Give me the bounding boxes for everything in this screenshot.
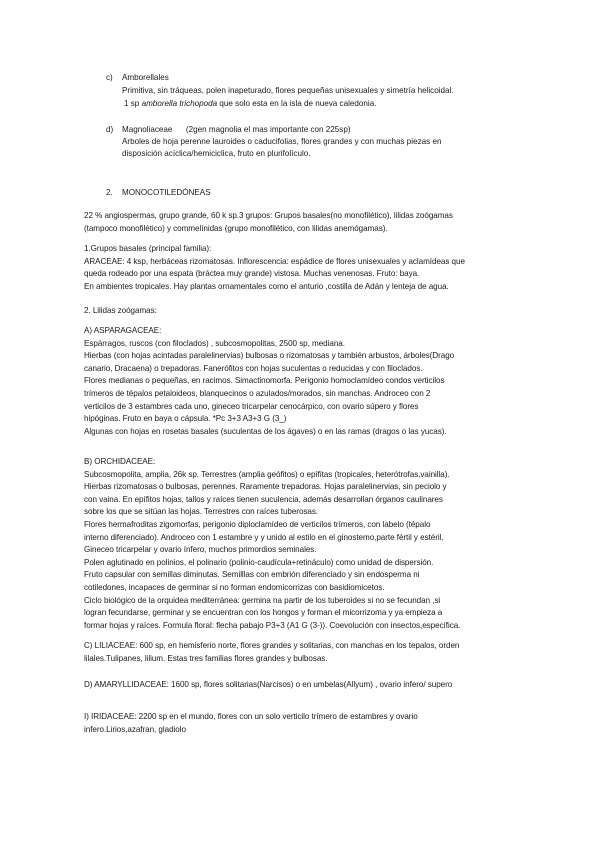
orchidaceae-line-13: formar hojas y raíces. Formula floral: flecha pabajo P3+3 (A1 G (3-)). Coevolución con insectos,específica. [84,620,461,630]
amborellales-text-end: que solo esta en la isla de nueva caledonia. [217,99,377,108]
orchidaceae-line-12: logran fecundarse, germinar y se encuentran con los hongos y forman el micorrizoma y ya empieza a [84,608,443,618]
asparagaceae-line-8: Algunas con hojas en rosetas basales (suculentas de los ágaves) o en las ramas (dragos o las yucas). [84,426,447,436]
orchidaceae-line-3: con vaina. En epífitos hojas, tallos y raíces tienen suculencia, además desarrollan órganos caulinares [84,494,443,504]
grupos-basales [84,243,520,293]
iridaceae-line-2: infero.Lirios,azafran, gladiolo [84,724,186,734]
asparagaceae-section [84,325,520,438]
section-number: 2. [106,188,113,197]
list-marker-d: d) [106,125,114,134]
orchidaceae-line-11: Ciclo biológico de la orquidea mediterránea: germina na partir de los tuberoides si no se fecundan ,si [84,595,441,605]
amborellales-line-1: Primitiva, sin tráqueas, polen inapeturado, flores pequeñas unisexuales y simetría helicoidal. [122,86,454,95]
asparagaceae-line-5: trímeros de tépalos petaloideos, blanquecinos o azulados/morados, sin manchas. Androceo con 2 [84,388,431,398]
amaryllidaceae-line: D) AMARYLLIDACEAE: 1600 sp, flores solitarias(Narcisos) o en umbelas(Allyum) , ovario infero/ supero [84,680,453,689]
asparagaceae-line-6: verticilos de 3 estambres cada uno, gineceo tricarpelar cenocárpico, con ovario súpero y flores [84,401,419,411]
amborellales-line-2 [124,98,376,111]
magnoliaceae-title: Magnoliaceae (2gen magnolia el mas importante con 225sp) [122,125,351,134]
intro-paragraph [84,210,520,235]
araceae-line-2: queda rodeado por una espata (bráctea muy grande) vistosa. Muchas venenosas. Fruto: baya. [84,269,420,279]
asparagaceae-line-1: Espárragos, ruscos (con filoclados) , subcosmopolitas, 2500 sp, mediana. [84,338,345,348]
orchidaceae-line-5: Flores hermafroditas zigomorfas, perigonio diploclamídeo de verticilos trímeros, con labelo (tépalo [84,519,431,529]
iridaceae-section [84,711,520,736]
basales-heading: 1.Grupos basales (principal familia): [84,244,212,253]
orchidaceae-line-7: Gineceo tricarpelar y ovario ínfero, muchos primordios seminales. [84,545,317,555]
magnoliaceae-line-2: disposición acíclica/hemiciclica, fruto en plurifolículo. [122,149,311,158]
liliaceae-line-2: lilales.Tulipanes, lilium. Estas tres familias flores grandes y bulbosas. [84,653,328,663]
liliaceae-line-1: C) LILIACEAE: 600 sp, en hemisferio norte, flores grandes y solitarias, con manchas en los tepalos, orden [84,641,460,650]
araceae-line-1: ARACEAE: 4 ksp, herbáceas rizomatosas. Inflorescencia: espádice de flores unisexuales y aclamídeas que [84,256,465,266]
lilidas-heading: 2. Lilidas zoógamas: [84,306,157,315]
orchidaceae-line-6: interno diferenciado). Androceo con 1 estambre y y unido al estilo en el ginostemo,parte fértil y estéril. [84,532,444,542]
orchidaceae-section [84,456,520,632]
asparagaceae-line-7: hipóginas. Fruto en baya o cápsula. *Pc 3+3 A3+3 G (3_) [84,414,287,424]
orchidaceae-line-9: Fruto capsular con semillas diminutas. Semilllas con embrión diferenciado y sin endosperma ni [84,570,420,580]
asparagaceae-heading: A) ASPARAGACEAE: [84,326,162,335]
intro-line-2: (tampoco monofilético) y commelínidas (grupo monofilético, con lilidas anemógamas). [84,223,388,233]
asparagaceae-line-4: Flores medianas o pequeñas, en racimos. Simactinomorfa. Perigonio homoclamídeo condos verticilos [84,376,445,386]
orchidaceae-line-10: cotiledones, incapaces de germinar si no forman endomicorrizas con basidiomicetos. [84,582,385,592]
intro-line-1: 22 % angiospermas, grupo grande, 60 k sp.3 grupos: Grupos basales(no monofilético), lilidas zoógamas [84,211,453,220]
orchidaceae-line-4: sobre los que se sitúan las hojas. Terrestres con raíces tuberosas. [84,507,319,517]
section-title: MONOCOTILEDÓNEAS [122,188,211,197]
lilidas-heading-block [84,305,520,318]
iridaceae-line-1: I) IRIDACEAE: 2200 sp en el mundo, flores con un solo verticilo trímero de estambres y ovario [84,712,418,721]
asparagaceae-line-3: canario, Dracaena) o trepadoras. Fanerófitos con hojas suculentas o reducidas y con filoclados. [84,363,423,373]
orchidaceae-line-1: Subcosmopolita, amplia, 26k sp. Terrestres (amplia geófitos) o epífitas (tropicales, heterótrofas,vainilla). [84,469,450,479]
amborellales-text: 1 sp [124,99,142,108]
amaryllidaceae-section [84,679,520,692]
amborellales-title: Amborellales [122,73,169,82]
orchidaceae-line-8: Polen aglutinado en polinios, el polinario (polinio-caudícula+retináculo) como unidad de dispersión. [84,557,434,567]
orchidaceae-line-2: Hierbas rizomatosas o bulbosas, perennes. Raramente trepadoras. Hojas paralelinervias, sin peciolo y [84,482,447,492]
species-name: amborella trichopoda [141,99,218,108]
orchidaceae-heading: B) ORCHIDACEAE: [84,457,156,466]
list-marker-c: c) [106,73,113,82]
liliaceae-section [84,640,520,665]
araceae-line-3: En ambientes tropicales. Hay plantas ornamentales como el anturio ,costilla de Adán y lenteja de agua. [84,281,449,291]
magnoliaceae-line-1: Arboles de hoja perenne lauroides o caducifolias, flores grandes y con muchas piezas en [122,137,442,146]
asparagaceae-line-2: Hierbas (con hojas acintadas paralelinervias) bulbosas o rizomatosas y también arbustos, árboles(Drago [84,351,455,361]
